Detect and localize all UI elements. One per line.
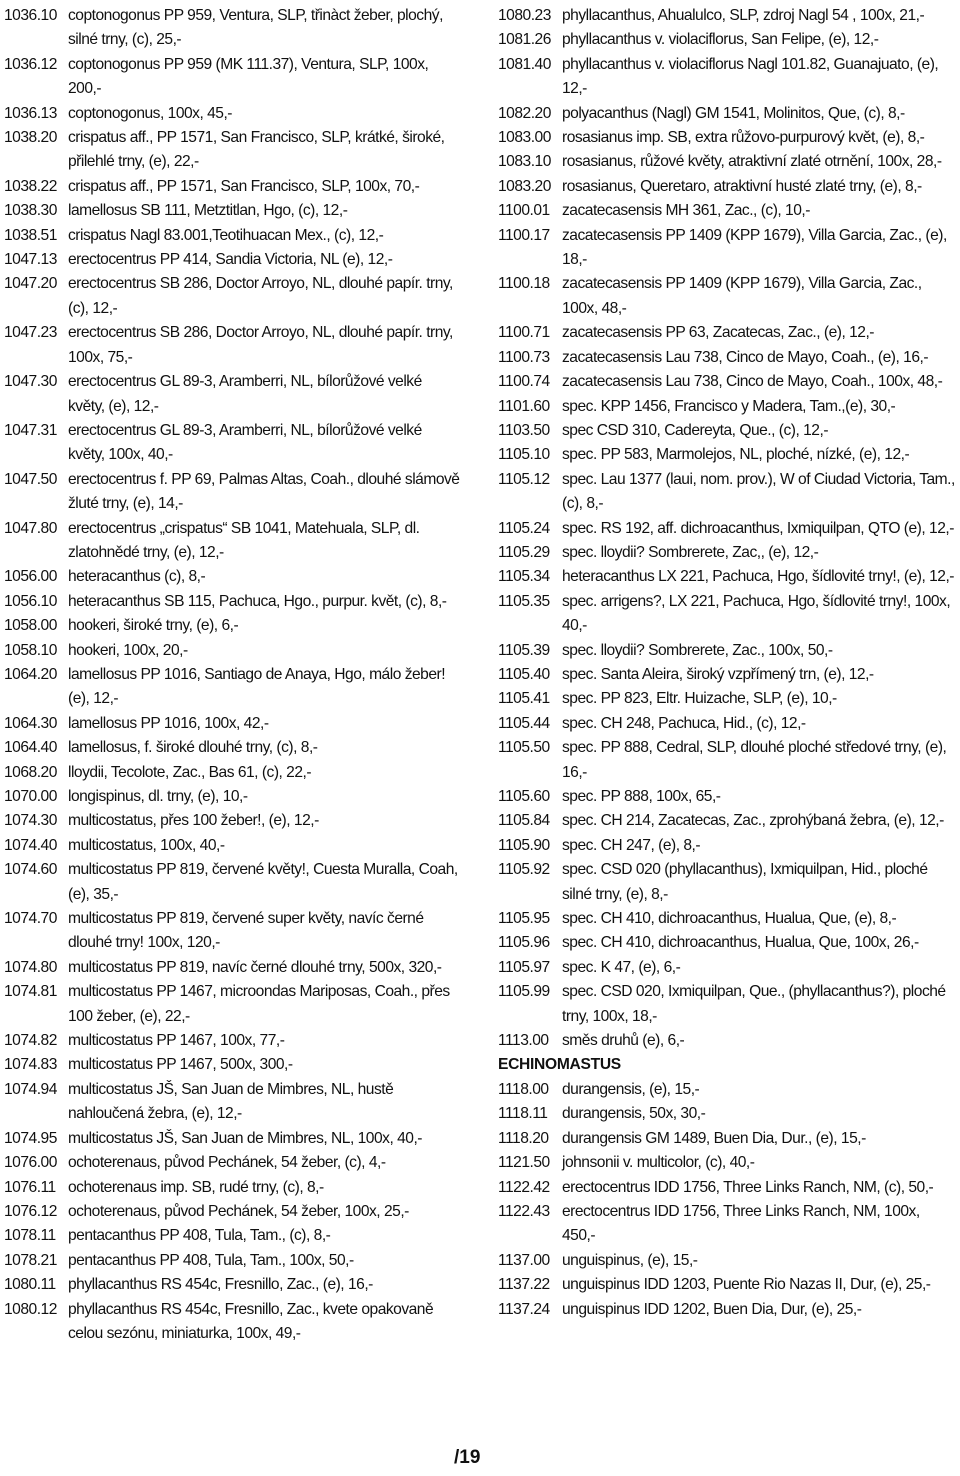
entry-description: erectocentrus GL 89-3, Aramberri, NL, bílorůžové velké květy, 100x, 40,- xyxy=(68,421,422,464)
entry-description: phyllacanthus RS 454c, Fresnillo, Zac., (e), 16,- xyxy=(68,1276,373,1294)
entry-code: 1105.10 xyxy=(498,446,550,464)
entry-description: erectocentrus SB 286, Doctor Arroyo, NL, dlouhé papír. trny, (c), 12,- xyxy=(68,275,453,317)
entry-description: multicostatus JŠ, San Juan de Mimbres, NL, hustě nahloučená žebra, (e), 12,- xyxy=(68,1080,394,1123)
entry-description: johnsonii v. multicolor, (c), 40,- xyxy=(562,1154,755,1172)
entry-code: 1105.92 xyxy=(498,861,550,879)
catalog-entry xyxy=(498,102,956,126)
entry-code: 1074.30 xyxy=(4,812,57,830)
entry-code: 1047.30 xyxy=(4,373,57,391)
entry-description: lamellosus SB 111, Metztitlan, Hgo, (c), 12,- xyxy=(68,202,348,220)
catalog-entry xyxy=(498,663,956,687)
entry-code: 1047.50 xyxy=(4,470,57,488)
catalog-entry xyxy=(4,1200,462,1224)
catalog-entry xyxy=(498,468,956,517)
catalog-entry xyxy=(4,126,462,175)
catalog-entry xyxy=(498,834,956,858)
entry-description: spec. RS 192, aff. dichroacanthus, Ixmiquilpan, QTO (e), 12,- xyxy=(562,519,954,537)
entry-code: 1070.00 xyxy=(4,788,57,805)
catalog-entry xyxy=(4,712,462,736)
entry-description: spec. lloydii? Sombrerete, Zac,, (e), 12,- xyxy=(562,543,819,561)
catalog-entry xyxy=(498,858,956,907)
entry-code: 1105.39 xyxy=(498,641,550,659)
right-column xyxy=(498,4,956,1322)
entry-code: 1137.00 xyxy=(498,1251,550,1269)
entry-description: rosasianus, růžové květy, atraktivní zlaté otrnění, 100x, 28,- xyxy=(562,153,942,171)
entry-code: 1100.01 xyxy=(498,202,550,220)
catalog-entry xyxy=(498,1102,956,1126)
catalog-entry xyxy=(498,1078,956,1102)
entry-description: zacatecasensis PP 63, Zacatecas, Zac., (e), 12,- xyxy=(562,324,874,342)
entry-code: 1121.50 xyxy=(498,1154,550,1172)
catalog-entry xyxy=(4,834,462,858)
entry-code: 1074.82 xyxy=(4,1032,57,1050)
entry-code: 1080.12 xyxy=(4,1300,57,1318)
entry-description: unguispinus IDD 1202, Buen Dia, Dur, (e), 25,- xyxy=(562,1300,862,1318)
entry-description: multicostatus PP 819, červené super květy, navíc černé dlouhé trny! 100x, 120,- xyxy=(68,910,424,952)
entry-code: 1113.00 xyxy=(498,1032,549,1050)
entry-code: 1078.21 xyxy=(4,1251,57,1269)
catalog-entry xyxy=(498,272,956,321)
entry-code: 1074.80 xyxy=(4,958,57,976)
catalog-entry xyxy=(498,956,956,980)
catalog-entry xyxy=(498,175,956,199)
entry-description: spec. CSD 020 (phyllacanthus), Ixmiquilpan, Hid., ploché silné trny, (e), 8,- xyxy=(562,861,928,903)
entry-description: phyllacanthus v. violaciflorus Nagl 101.82, Guanajuato, (e), 12,- xyxy=(562,55,939,98)
entry-code: 1105.12 xyxy=(498,470,550,488)
catalog-entry xyxy=(4,321,462,370)
entry-code: 1118.20 xyxy=(498,1129,549,1147)
catalog-entry xyxy=(4,907,462,956)
entry-code: 1100.71 xyxy=(498,324,550,342)
entry-description: zacatecasensis PP 1409 (KPP 1679), Villa Garcia, Zac., (e), 18,- xyxy=(562,226,947,269)
catalog-entry xyxy=(4,590,462,614)
entry-description: polyacanthus (Nagl) GM 1541, Molinitos, Que, (c), 8,- xyxy=(562,104,905,122)
catalog-entry xyxy=(498,150,956,174)
catalog-entry xyxy=(498,321,956,345)
entry-description: multicostatus, 100x, 40,- xyxy=(68,836,225,854)
entry-description: phyllacanthus v. violaciflorus, San Felipe, (e), 12,- xyxy=(562,31,879,49)
catalog-entry xyxy=(498,1176,956,1200)
entry-code: 1105.99 xyxy=(498,983,550,1001)
entry-description: phyllacanthus, Ahualulco, SLP, zdroj Nagl 54 , 100x, 21,- xyxy=(562,7,925,24)
catalog-entry xyxy=(498,785,956,809)
entry-description: směs druhů (e), 6,- xyxy=(562,1032,685,1050)
catalog-entry xyxy=(4,102,462,126)
entry-description: heteracanthus LX 221, Pachuca, Hgo, šídlovité trny!, (e), 12,- xyxy=(562,568,954,586)
left-column xyxy=(4,4,462,1346)
page-number: /19 xyxy=(454,1447,481,1468)
entry-description: spec. CH 214, Zacatecas, Zac., zprohýbaná žebra, (e), 12,- xyxy=(562,812,944,830)
entry-description: unguispinus, (e), 15,- xyxy=(562,1251,698,1269)
catalog-entry xyxy=(498,370,956,394)
entry-code: 1105.60 xyxy=(498,788,550,805)
entry-code: 1036.12 xyxy=(4,55,57,73)
entry-code: 1100.17 xyxy=(498,226,550,244)
catalog-entry xyxy=(4,614,462,638)
entry-description: ochoterenaus imp. SB, rudé trny, (c), 8,- xyxy=(68,1178,324,1196)
entry-code: 1081.40 xyxy=(498,55,551,73)
catalog-entry xyxy=(4,1298,462,1347)
entry-description: erectocentrus f. PP 69, Palmas Altas, Coah., dlouhé slámově žluté trny, (e), 14,- xyxy=(68,470,460,513)
catalog-entry xyxy=(498,565,956,589)
entry-code: 1038.20 xyxy=(4,129,57,147)
entry-description: multicostatus PP 1467, microondas Mariposas, Coah., přes 100 žeber, (e), 22,- xyxy=(68,983,450,1025)
catalog-entry xyxy=(4,663,462,712)
entry-code: 1118.00 xyxy=(498,1080,549,1098)
entry-description: lloydii, Tecolote, Zac., Bas 61, (c), 22,- xyxy=(68,763,312,781)
entry-code: 1068.20 xyxy=(4,763,57,781)
entry-description: hookeri, 100x, 20,- xyxy=(68,641,188,659)
entry-description: coptonogonus PP 959 (MK 111.37), Ventura, SLP, 100x, 200,- xyxy=(68,55,429,98)
entry-code: 1100.74 xyxy=(498,373,550,391)
catalog-entry xyxy=(498,199,956,223)
catalog-entry xyxy=(498,1151,956,1175)
entry-code: 1047.23 xyxy=(4,324,57,342)
entry-code: 1058.00 xyxy=(4,617,57,635)
catalog-entry xyxy=(4,761,462,785)
catalog-entry xyxy=(498,126,956,150)
catalog-entry xyxy=(498,907,956,931)
catalog-entry xyxy=(4,785,462,809)
catalog-entry xyxy=(498,736,956,785)
entry-code: 1064.30 xyxy=(4,714,57,732)
catalog-entry xyxy=(4,1151,462,1175)
entry-description: zacatecasensis Lau 738, Cinco de Mayo, Coah., (e), 16,- xyxy=(562,348,929,366)
entry-description: erectocentrus PP 414, Sandia Victoria, NL (e), 12,- xyxy=(68,251,393,269)
entry-code: 1105.96 xyxy=(498,934,550,952)
entry-description: multicostatus, přes 100 žeber!, (e), 12,- xyxy=(68,812,319,830)
catalog-entry xyxy=(498,346,956,370)
entry-code: 1038.30 xyxy=(4,202,57,220)
catalog-entry xyxy=(4,858,462,907)
entry-code: 1122.42 xyxy=(498,1178,550,1196)
entry-description: durangensis GM 1489, Buen Dia, Dur., (e), 15,- xyxy=(562,1129,866,1147)
catalog-entry xyxy=(498,712,956,736)
entry-code: 1064.40 xyxy=(4,739,57,757)
entry-description: durangensis, 50x, 30,- xyxy=(562,1105,706,1123)
entry-code: 1038.51 xyxy=(4,226,57,244)
entry-description: spec. CH 410, dichroacanthus, Hualua, Que, (e), 8,- xyxy=(562,910,897,928)
catalog-entry xyxy=(4,370,462,419)
entry-code: 1056.10 xyxy=(4,592,57,610)
catalog-entry xyxy=(498,687,956,711)
catalog-entry xyxy=(4,224,462,248)
entry-code: 1076.00 xyxy=(4,1154,57,1172)
entry-code: 1056.00 xyxy=(4,568,57,586)
entry-description: erectocentrus „crispatus“ SB 1041, Matehuala, SLP, dl. zlatohnědé trny, (e), 12,- xyxy=(68,519,420,561)
entry-description: erectocentrus GL 89-3, Aramberri, NL, bílorůžové velké květy, (e), 12,- xyxy=(68,373,422,415)
entry-code: 1074.40 xyxy=(4,836,57,854)
entry-description: zacatecasensis PP 1409 (KPP 1679), Villa Garcia, Zac., 100x, 48,- xyxy=(562,275,922,317)
entry-code: 1047.31 xyxy=(4,421,57,439)
catalog-entry xyxy=(498,590,956,639)
catalog-entry xyxy=(4,1053,462,1077)
entry-code: 1118.11 xyxy=(498,1105,548,1123)
entry-code: 1038.22 xyxy=(4,177,57,195)
catalog-entry xyxy=(498,28,956,52)
entry-code: 1083.10 xyxy=(498,153,551,171)
entry-description: coptonogonus, 100x, 45,- xyxy=(68,104,232,122)
entry-description: multicostatus PP 1467, 500x, 300,- xyxy=(68,1056,293,1074)
entry-description: spec. arrigens?, LX 221, Pachuca, Hgo, šídlovité trny!, 100x, 40,- xyxy=(562,592,951,635)
entry-description: multicostatus JŠ, San Juan de Mimbres, NL, 100x, 40,- xyxy=(68,1129,422,1147)
entry-code: 1122.43 xyxy=(498,1202,550,1220)
entry-description: phyllacanthus RS 454c, Fresnillo, Zac., kvete opakovaně celou sezónu, miniaturka, 100x, 49,- xyxy=(68,1300,434,1342)
catalog-entry xyxy=(4,639,462,663)
catalog-entry xyxy=(498,1029,956,1053)
entry-description: spec. CH 410, dichroacanthus, Hualua, Que, 100x, 26,- xyxy=(562,934,919,952)
entry-description: crispatus Nagl 83.001,Teotihuacan Mex., (c), 12,- xyxy=(68,226,384,244)
catalog-entry xyxy=(4,736,462,760)
catalog-entry xyxy=(4,1127,462,1151)
entry-code: 1047.20 xyxy=(4,275,57,293)
entry-code: 1047.80 xyxy=(4,519,57,537)
catalog-entry xyxy=(4,1176,462,1200)
catalog-entry xyxy=(4,1078,462,1127)
entry-description: spec. CSD 020, Ixmiquilpan, Que., (phyllacanthus?), ploché trny, 100x, 18,- xyxy=(562,983,946,1025)
catalog-entry xyxy=(4,1224,462,1248)
entry-code: 1078.11 xyxy=(4,1227,56,1245)
catalog-entry xyxy=(498,53,956,102)
catalog-entry xyxy=(4,1273,462,1297)
entry-description: spec. PP 583, Marmolejos, NL, ploché, nízké, (e), 12,- xyxy=(562,446,910,464)
entry-code: 1082.20 xyxy=(498,104,551,122)
entry-code: 1080.11 xyxy=(4,1276,56,1294)
entry-code: 1074.60 xyxy=(4,861,57,879)
catalog-entry xyxy=(4,1249,462,1273)
entry-description: rosasianus, Queretaro, atraktivní husté zlaté trny, (e), 8,- xyxy=(562,177,922,195)
entry-code: 1105.84 xyxy=(498,812,550,830)
entry-description: erectocentrus IDD 1756, Three Links Ranch, NM, 100x, 450,- xyxy=(562,1202,920,1245)
catalog-entry xyxy=(4,980,462,1029)
entry-description: lamellosus, f. široké dlouhé trny, (c), 8,- xyxy=(68,739,318,757)
entry-description: spec. Lau 1377 (laui, nom. prov.), W of Ciudad Victoria, Tam., (c), 8,- xyxy=(562,470,955,513)
entry-description: spec CSD 310, Cadereyta, Que., (c), 12,- xyxy=(562,421,829,439)
catalog-entry xyxy=(4,199,462,223)
entry-code: 1076.12 xyxy=(4,1202,57,1220)
catalog-entry xyxy=(4,565,462,589)
catalog-entry xyxy=(4,1029,462,1053)
entry-description: crispatus aff., PP 1571, San Francisco, SLP, krátké, široké, přilehlé trny, (e), 22,- xyxy=(68,129,445,171)
catalog-entry xyxy=(4,175,462,199)
entry-description: erectocentrus IDD 1756, Three Links Ranch, NM, (c), 50,- xyxy=(562,1178,934,1196)
entry-description: unguispinus IDD 1203, Puente Rio Nazas II, Dur, (e), 25,- xyxy=(562,1276,931,1294)
catalog-entry xyxy=(4,468,462,517)
entry-code: 1100.73 xyxy=(498,348,550,366)
entry-description: longispinus, dl. trny, (e), 10,- xyxy=(68,788,248,805)
entry-code: 1083.00 xyxy=(498,129,551,147)
entry-code: 1105.44 xyxy=(498,714,550,732)
entry-description: spec. K 47, (e), 6,- xyxy=(562,958,681,976)
entry-code: 1105.90 xyxy=(498,836,550,854)
entry-description: lamellosus PP 1016, 100x, 42,- xyxy=(68,714,269,732)
entry-description: spec. Santa Aleira, široký vzpřímený trn, (e), 12,- xyxy=(562,665,874,683)
entry-code: 1064.20 xyxy=(4,665,57,683)
entry-description: pentacanthus PP 408, Tula, Tam., (c), 8,- xyxy=(68,1227,331,1245)
entry-description: ochoterenaus, původ Pechánek, 54 žeber, (c), 4,- xyxy=(68,1154,386,1172)
entry-description: spec. CH 248, Pachuca, Hid., (c), 12,- xyxy=(562,714,806,732)
entry-code: 1100.18 xyxy=(498,275,550,293)
entry-description: durangensis, (e), 15,- xyxy=(562,1080,700,1098)
catalog-entry xyxy=(498,1298,956,1322)
entry-description: coptonogonus PP 959, Ventura, SLP, třinàct žeber, plochý, silné trny, (c), 25,- xyxy=(68,7,443,49)
entry-code: 1076.11 xyxy=(4,1178,56,1196)
entry-code: 1101.60 xyxy=(498,397,550,415)
entry-code: 1105.34 xyxy=(498,568,550,586)
catalog-entry xyxy=(498,639,956,663)
entry-code: 1105.29 xyxy=(498,543,550,561)
entry-description: spec. PP 888, 100x, 65,- xyxy=(562,788,721,805)
catalog-entry xyxy=(498,224,956,273)
catalog-entry xyxy=(498,443,956,467)
entry-code: 1083.20 xyxy=(498,177,551,195)
catalog-entry xyxy=(4,53,462,102)
catalog-entry xyxy=(498,419,956,443)
catalog-entry xyxy=(498,1273,956,1297)
entry-code: 1074.70 xyxy=(4,910,57,928)
catalog-entry xyxy=(498,1127,956,1151)
entry-description: erectocentrus SB 286, Doctor Arroyo, NL, dlouhé papír. trny, 100x, 75,- xyxy=(68,324,453,366)
entry-description: zacatecasensis Lau 738, Cinco de Mayo, Coah., 100x, 48,- xyxy=(562,373,943,391)
entry-description: zacatecasensis MH 361, Zac., (c), 10,- xyxy=(562,202,810,220)
catalog-entry xyxy=(498,4,956,28)
catalog-entry xyxy=(4,272,462,321)
entry-code: 1105.41 xyxy=(498,690,550,708)
entry-description: rosasianus imp. SB, extra růžovo-purpurový květ, (e), 8,- xyxy=(562,129,925,147)
catalog-entry xyxy=(4,809,462,833)
catalog-entry xyxy=(498,1249,956,1273)
entry-description: lamellosus PP 1016, Santiago de Anaya, Hgo, málo žeber! (e), 12,- xyxy=(68,665,446,708)
entry-code: 1103.50 xyxy=(498,421,550,439)
entry-code: 1036.10 xyxy=(4,7,57,24)
catalog-entry xyxy=(4,517,462,566)
catalog-entry xyxy=(498,809,956,833)
entry-description: ochoterenaus, původ Pechánek, 54 žeber, 100x, 25,- xyxy=(68,1202,409,1220)
entry-description: heteracanthus (c), 8,- xyxy=(68,568,206,586)
entry-code: 1137.22 xyxy=(498,1276,550,1294)
entry-description: hookeri, široké trny, (e), 6,- xyxy=(68,617,239,635)
entry-code: 1074.83 xyxy=(4,1056,57,1074)
entry-description: spec. PP 823, Eltr. Huizache, SLP, (e), 10,- xyxy=(562,690,837,708)
entry-code: 1105.95 xyxy=(498,910,550,928)
entry-description: heteracanthus SB 115, Pachuca, Hgo., purpur. květ, (c), 8,- xyxy=(68,592,447,610)
entry-code: 1105.50 xyxy=(498,739,550,757)
entry-description: spec. CH 247, (e), 8,- xyxy=(562,836,701,854)
entry-description: spec. lloydii? Sombrerete, Zac., 100x, 50,- xyxy=(562,641,833,659)
entry-code: 1137.24 xyxy=(498,1300,550,1318)
entry-description: spec. KPP 1456, Francisco y Madera, Tam.,(e), 30,- xyxy=(562,397,896,415)
entry-code: 1105.40 xyxy=(498,665,550,683)
catalog-entry xyxy=(498,517,956,541)
entry-code: 1074.94 xyxy=(4,1080,57,1098)
entry-description: multicostatus PP 819, navíc černé dlouhé trny, 500x, 320,- xyxy=(68,958,442,976)
entry-description: spec. PP 888, Cedral, SLP, dlouhé ploché středové trny, (e), 16,- xyxy=(562,739,947,781)
entry-code: 1105.97 xyxy=(498,958,550,976)
catalog-entry xyxy=(498,931,956,955)
entry-code: 1074.81 xyxy=(4,983,57,1001)
entry-code: 1058.10 xyxy=(4,641,57,659)
catalog-entry xyxy=(498,980,956,1029)
entry-code: 1081.26 xyxy=(498,31,551,49)
entry-description: multicostatus PP 819, červené květy!, Cuesta Muralla, Coah, (e), 35,- xyxy=(68,861,458,903)
catalog-entry xyxy=(4,956,462,980)
catalog-entry xyxy=(498,541,956,565)
entry-description: crispatus aff., PP 1571, San Francisco, SLP, 100x, 70,- xyxy=(68,177,420,195)
catalog-entry xyxy=(4,248,462,272)
entry-description: multicostatus PP 1467, 100x, 77,- xyxy=(68,1032,285,1050)
entry-code: 1036.13 xyxy=(4,104,57,122)
entry-description: pentacanthus PP 408, Tula, Tam., 100x, 50,- xyxy=(68,1251,354,1269)
entry-code: 1080.23 xyxy=(498,7,551,24)
catalog-entry xyxy=(4,4,462,53)
entry-code: 1074.95 xyxy=(4,1129,57,1147)
entry-code: 1047.13 xyxy=(4,251,57,269)
section-heading: ECHINOMASTUS xyxy=(498,1056,621,1074)
catalog-entry xyxy=(498,1200,956,1249)
entry-code: 1105.24 xyxy=(498,519,550,537)
catalog-entry xyxy=(498,395,956,419)
entry-code: 1105.35 xyxy=(498,592,550,610)
catalog-entry xyxy=(4,419,462,468)
